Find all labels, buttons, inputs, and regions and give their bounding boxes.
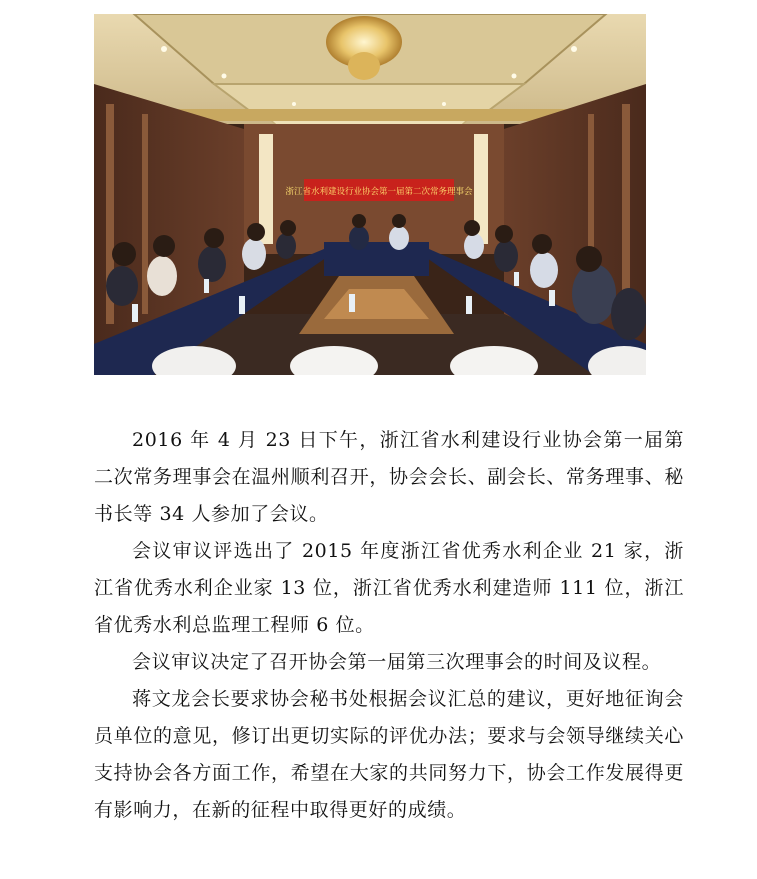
banner-text: 浙江省水利建设行业协会第一届第二次常务理事会 [285, 187, 473, 197]
meeting-photo [94, 14, 646, 375]
paragraph-president-remarks: 蒋文龙会长要求协会秘书处根据会议汇总的建议，更好地征询会员单位的意见，修订出更切实际的评优办法；要求与会领导继续关心支持协会各方面工作，希望在大家的共同努力下，协会工作发展得更有影响力，在新的征程中取得更好的成绩。 [94, 688, 684, 821]
article-body [94, 422, 684, 829]
paragraph-next-meeting: 会议审议决定了召开协会第一届第三次理事会的时间及议程。 [132, 651, 662, 673]
paragraph-awards: 会议审议评选出了 2015 年度浙江省优秀水利企业 21 家，浙江省优秀水利企业家 13 位，浙江省优秀水利建造师 111 位，浙江省优秀水利总监理工程师 6 位。 [94, 540, 684, 636]
paragraph-meeting-summary: 2016 年 4 月 23 日下午，浙江省水利建设行业协会第一届第二次常务理事会在温州顺利召开，协会会长、副会长、常务理事、秘书长等 34 人参加了会议。 [94, 429, 684, 525]
